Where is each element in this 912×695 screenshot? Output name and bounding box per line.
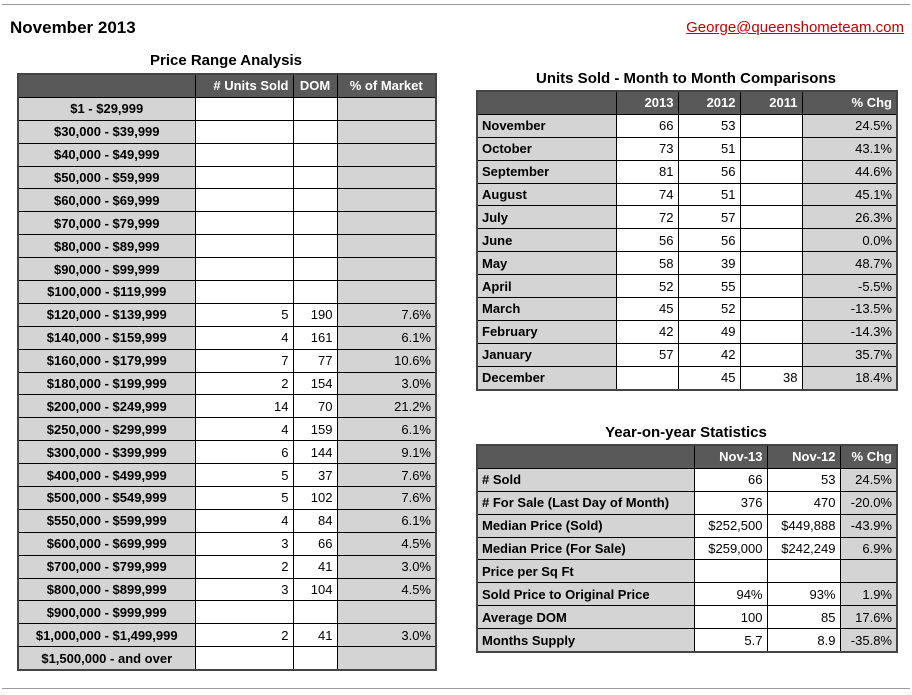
row-label: $550,000 - $599,999 <box>18 509 195 532</box>
price-range-table <box>17 73 437 671</box>
column-header: Nov-13 <box>694 445 767 468</box>
table-cell: 17.6% <box>840 606 897 629</box>
top-divider <box>2 4 910 5</box>
row-label: $200,000 - $249,999 <box>18 395 195 418</box>
table-cell <box>293 235 337 258</box>
table-cell: 154 <box>293 372 337 395</box>
table-cell: 81 <box>616 160 678 183</box>
table-cell: 161 <box>293 326 337 349</box>
table-cell <box>767 560 840 583</box>
table-cell: 7.6% <box>337 303 436 326</box>
table-cell <box>195 189 293 212</box>
table-cell: 53 <box>767 468 840 491</box>
table-cell: 5 <box>195 303 293 326</box>
table-cell: 3.0% <box>337 624 436 647</box>
table-cell <box>195 143 293 166</box>
table-cell <box>740 298 802 321</box>
table-cell <box>337 281 436 304</box>
table-cell <box>740 229 802 252</box>
table-cell <box>740 343 802 366</box>
table-row <box>18 601 436 624</box>
table-cell: 5 <box>195 464 293 487</box>
units-sold-table <box>476 90 898 391</box>
table-cell: 85 <box>767 606 840 629</box>
row-label: August <box>477 183 616 206</box>
table-cell <box>740 114 802 137</box>
units-sold-title: Units Sold - Month to Month Comparisons <box>536 70 836 87</box>
table-cell: 37 <box>293 464 337 487</box>
row-label: Median Price (Sold) <box>477 514 694 537</box>
row-label: July <box>477 206 616 229</box>
row-label: September <box>477 160 616 183</box>
table-cell <box>293 143 337 166</box>
table-cell: 49 <box>678 320 740 343</box>
table-cell <box>616 366 678 389</box>
row-label: $600,000 - $699,999 <box>18 532 195 555</box>
table-cell <box>740 252 802 275</box>
table-row <box>18 303 436 326</box>
row-label: $1,500,000 - and over <box>18 647 195 670</box>
row-label: $400,000 - $499,999 <box>18 464 195 487</box>
table-row <box>477 560 897 583</box>
table-row <box>477 298 897 321</box>
table-cell: 376 <box>694 491 767 514</box>
table-cell: 18.4% <box>802 366 897 389</box>
table-row <box>477 320 897 343</box>
table-cell: 1.9% <box>840 583 897 606</box>
table-cell: 39 <box>678 252 740 275</box>
table-cell <box>195 647 293 670</box>
table-cell: 56 <box>616 229 678 252</box>
row-label: # For Sale (Last Day of Month) <box>477 491 694 514</box>
table-cell: 6.1% <box>337 326 436 349</box>
table-cell: -43.9% <box>840 514 897 537</box>
table-cell: 73 <box>616 137 678 160</box>
row-label: $800,000 - $899,999 <box>18 578 195 601</box>
table-cell <box>195 97 293 120</box>
table-cell <box>293 647 337 670</box>
row-label: $160,000 - $179,999 <box>18 349 195 372</box>
table-row <box>18 624 436 647</box>
table-cell <box>337 235 436 258</box>
row-label: $180,000 - $199,999 <box>18 372 195 395</box>
yoy-table <box>476 444 898 653</box>
row-label: Average DOM <box>477 606 694 629</box>
table-row <box>18 509 436 532</box>
row-label: $80,000 - $89,999 <box>18 235 195 258</box>
table-cell: 100 <box>694 606 767 629</box>
table-cell <box>337 189 436 212</box>
table-cell <box>293 97 337 120</box>
table-row <box>18 418 436 441</box>
table-cell <box>293 281 337 304</box>
table-cell <box>337 601 436 624</box>
row-label: Price per Sq Ft <box>477 560 694 583</box>
table-cell <box>293 212 337 235</box>
table-row <box>477 606 897 629</box>
row-label: $100,000 - $119,999 <box>18 281 195 304</box>
table-cell: 3.0% <box>337 555 436 578</box>
table-cell: 6.9% <box>840 537 897 560</box>
table-cell <box>740 183 802 206</box>
column-header: % Chg <box>802 91 897 114</box>
table-row <box>477 137 897 160</box>
table-header-row <box>18 74 436 97</box>
table-row <box>477 252 897 275</box>
table-row <box>18 120 436 143</box>
table-cell: 2 <box>195 624 293 647</box>
row-label: $40,000 - $49,999 <box>18 143 195 166</box>
table-row <box>477 468 897 491</box>
table-row <box>18 97 436 120</box>
table-cell: 66 <box>616 114 678 137</box>
table-cell: -14.3% <box>802 320 897 343</box>
table-cell: 45.1% <box>802 183 897 206</box>
table-cell: $242,249 <box>767 537 840 560</box>
table-cell: 66 <box>694 468 767 491</box>
row-label: March <box>477 298 616 321</box>
table-cell <box>195 166 293 189</box>
table-cell: 24.5% <box>802 114 897 137</box>
table-cell: 5.7 <box>694 629 767 652</box>
row-label: $70,000 - $79,999 <box>18 212 195 235</box>
table-cell <box>293 601 337 624</box>
table-cell <box>740 137 802 160</box>
table-cell: 2 <box>195 372 293 395</box>
table-cell: 4 <box>195 418 293 441</box>
table-cell: 9.1% <box>337 441 436 464</box>
table-cell: 102 <box>293 487 337 510</box>
table-row <box>18 578 436 601</box>
table-header-row <box>477 445 897 468</box>
table-cell: -20.0% <box>840 491 897 514</box>
row-label: November <box>477 114 616 137</box>
table-cell: 190 <box>293 303 337 326</box>
table-cell: 45 <box>678 366 740 389</box>
table-cell: 21.2% <box>337 395 436 418</box>
table-row <box>477 629 897 652</box>
table-cell: 7.6% <box>337 464 436 487</box>
column-header: 2013 <box>616 91 678 114</box>
table-row <box>18 235 436 258</box>
yoy-title: Year-on-year Statistics <box>605 424 767 441</box>
table-cell <box>293 120 337 143</box>
table-cell: 45 <box>616 298 678 321</box>
column-header: 2012 <box>678 91 740 114</box>
table-cell: 7.6% <box>337 487 436 510</box>
row-label: # Sold <box>477 468 694 491</box>
table-cell <box>195 601 293 624</box>
table-cell <box>740 320 802 343</box>
table-cell <box>840 560 897 583</box>
table-cell: 4 <box>195 326 293 349</box>
table-cell: $259,000 <box>694 537 767 560</box>
table-cell: 4.5% <box>337 578 436 601</box>
row-label: $60,000 - $69,999 <box>18 189 195 212</box>
table-row <box>477 343 897 366</box>
column-header: % of Market <box>337 74 436 97</box>
table-cell <box>293 258 337 281</box>
table-cell <box>337 97 436 120</box>
table-row <box>18 326 436 349</box>
table-cell: 470 <box>767 491 840 514</box>
table-cell: 93% <box>767 583 840 606</box>
column-header <box>477 445 694 468</box>
table-cell: 48.7% <box>802 252 897 275</box>
table-cell <box>195 235 293 258</box>
table-cell <box>337 258 436 281</box>
table-cell: 55 <box>678 275 740 298</box>
table-cell: 44.6% <box>802 160 897 183</box>
column-header: % Chg <box>840 445 897 468</box>
table-cell: 0.0% <box>802 229 897 252</box>
row-label: $1,000,000 - $1,499,999 <box>18 624 195 647</box>
column-header <box>18 74 195 97</box>
row-label: $1 - $29,999 <box>18 97 195 120</box>
table-cell: 104 <box>293 578 337 601</box>
table-cell: 14 <box>195 395 293 418</box>
table-cell: 5 <box>195 487 293 510</box>
table-cell: 6.1% <box>337 509 436 532</box>
table-cell: 70 <box>293 395 337 418</box>
table-cell <box>740 275 802 298</box>
table-row <box>18 189 436 212</box>
table-cell: 2 <box>195 555 293 578</box>
table-cell: 53 <box>678 114 740 137</box>
table-cell: 35.7% <box>802 343 897 366</box>
row-label: $120,000 - $139,999 <box>18 303 195 326</box>
row-label: $250,000 - $299,999 <box>18 418 195 441</box>
table-cell: 41 <box>293 555 337 578</box>
row-label: $500,000 - $549,999 <box>18 487 195 510</box>
table-cell: 72 <box>616 206 678 229</box>
table-row <box>18 372 436 395</box>
row-label: $30,000 - $39,999 <box>18 120 195 143</box>
table-cell <box>740 160 802 183</box>
email-link[interactable]: George@queenshometeam.com <box>686 19 904 36</box>
table-cell: 57 <box>616 343 678 366</box>
column-header: 2011 <box>740 91 802 114</box>
table-row <box>18 647 436 670</box>
table-cell: 84 <box>293 509 337 532</box>
table-row <box>477 114 897 137</box>
table-row <box>18 166 436 189</box>
table-cell: -13.5% <box>802 298 897 321</box>
table-cell <box>694 560 767 583</box>
table-row <box>18 555 436 578</box>
table-row <box>477 160 897 183</box>
table-cell: 94% <box>694 583 767 606</box>
table-cell: 56 <box>678 160 740 183</box>
row-label: February <box>477 320 616 343</box>
table-cell: 43.1% <box>802 137 897 160</box>
table-row <box>477 491 897 514</box>
table-cell <box>195 120 293 143</box>
table-row <box>477 206 897 229</box>
table-row <box>18 212 436 235</box>
row-label: $900,000 - $999,999 <box>18 601 195 624</box>
table-row <box>18 143 436 166</box>
table-cell: 42 <box>616 320 678 343</box>
table-cell: 26.3% <box>802 206 897 229</box>
table-cell: 57 <box>678 206 740 229</box>
table-cell: 74 <box>616 183 678 206</box>
table-cell <box>195 258 293 281</box>
table-cell: 4.5% <box>337 532 436 555</box>
table-cell: 6.1% <box>337 418 436 441</box>
table-cell: 38 <box>740 366 802 389</box>
table-cell <box>195 281 293 304</box>
row-label: May <box>477 252 616 275</box>
table-cell <box>740 206 802 229</box>
table-row <box>18 487 436 510</box>
table-row <box>477 537 897 560</box>
table-cell <box>337 166 436 189</box>
table-cell: 3 <box>195 578 293 601</box>
row-label: Sold Price to Original Price <box>477 583 694 606</box>
table-cell <box>337 647 436 670</box>
table-row <box>477 275 897 298</box>
table-row <box>18 349 436 372</box>
row-label: Median Price (For Sale) <box>477 537 694 560</box>
column-header <box>477 91 616 114</box>
table-cell: 52 <box>616 275 678 298</box>
table-row <box>18 532 436 555</box>
table-row <box>18 395 436 418</box>
row-label: $700,000 - $799,999 <box>18 555 195 578</box>
table-cell: $252,500 <box>694 514 767 537</box>
table-cell: 52 <box>678 298 740 321</box>
table-row <box>477 583 897 606</box>
table-cell <box>337 120 436 143</box>
row-label: $90,000 - $99,999 <box>18 258 195 281</box>
column-header: Nov-12 <box>767 445 840 468</box>
table-cell: 51 <box>678 183 740 206</box>
row-label: $300,000 - $399,999 <box>18 441 195 464</box>
table-cell: 3.0% <box>337 372 436 395</box>
table-cell: 144 <box>293 441 337 464</box>
column-header: DOM <box>293 74 337 97</box>
bottom-divider <box>2 688 910 689</box>
table-cell: 8.9 <box>767 629 840 652</box>
table-cell <box>293 189 337 212</box>
row-label: $140,000 - $159,999 <box>18 326 195 349</box>
table-row <box>18 258 436 281</box>
row-label: June <box>477 229 616 252</box>
row-label: December <box>477 366 616 389</box>
page-title: November 2013 <box>10 18 136 37</box>
table-cell: 58 <box>616 252 678 275</box>
table-row <box>477 183 897 206</box>
table-cell: 4 <box>195 509 293 532</box>
table-cell: 42 <box>678 343 740 366</box>
table-cell: 77 <box>293 349 337 372</box>
table-cell: 3 <box>195 532 293 555</box>
table-cell: 6 <box>195 441 293 464</box>
row-label: October <box>477 137 616 160</box>
table-row <box>477 366 897 389</box>
table-cell: -5.5% <box>802 275 897 298</box>
table-cell: 24.5% <box>840 468 897 491</box>
row-label: $50,000 - $59,999 <box>18 166 195 189</box>
table-cell: 10.6% <box>337 349 436 372</box>
table-cell: 66 <box>293 532 337 555</box>
table-cell: 41 <box>293 624 337 647</box>
table-cell: -35.8% <box>840 629 897 652</box>
price-range-title: Price Range Analysis <box>149 52 302 69</box>
row-label: April <box>477 275 616 298</box>
table-row <box>18 281 436 304</box>
table-row <box>18 464 436 487</box>
table-cell <box>293 166 337 189</box>
row-label: Months Supply <box>477 629 694 652</box>
table-header-row <box>477 91 897 114</box>
table-cell <box>195 212 293 235</box>
table-cell <box>337 143 436 166</box>
table-cell: 7 <box>195 349 293 372</box>
column-header: # Units Sold <box>195 74 293 97</box>
table-row <box>477 514 897 537</box>
table-cell: 56 <box>678 229 740 252</box>
table-row <box>477 229 897 252</box>
table-cell <box>337 212 436 235</box>
table-cell: $449,888 <box>767 514 840 537</box>
table-cell: 51 <box>678 137 740 160</box>
row-label: January <box>477 343 616 366</box>
table-row <box>18 441 436 464</box>
table-cell: 159 <box>293 418 337 441</box>
